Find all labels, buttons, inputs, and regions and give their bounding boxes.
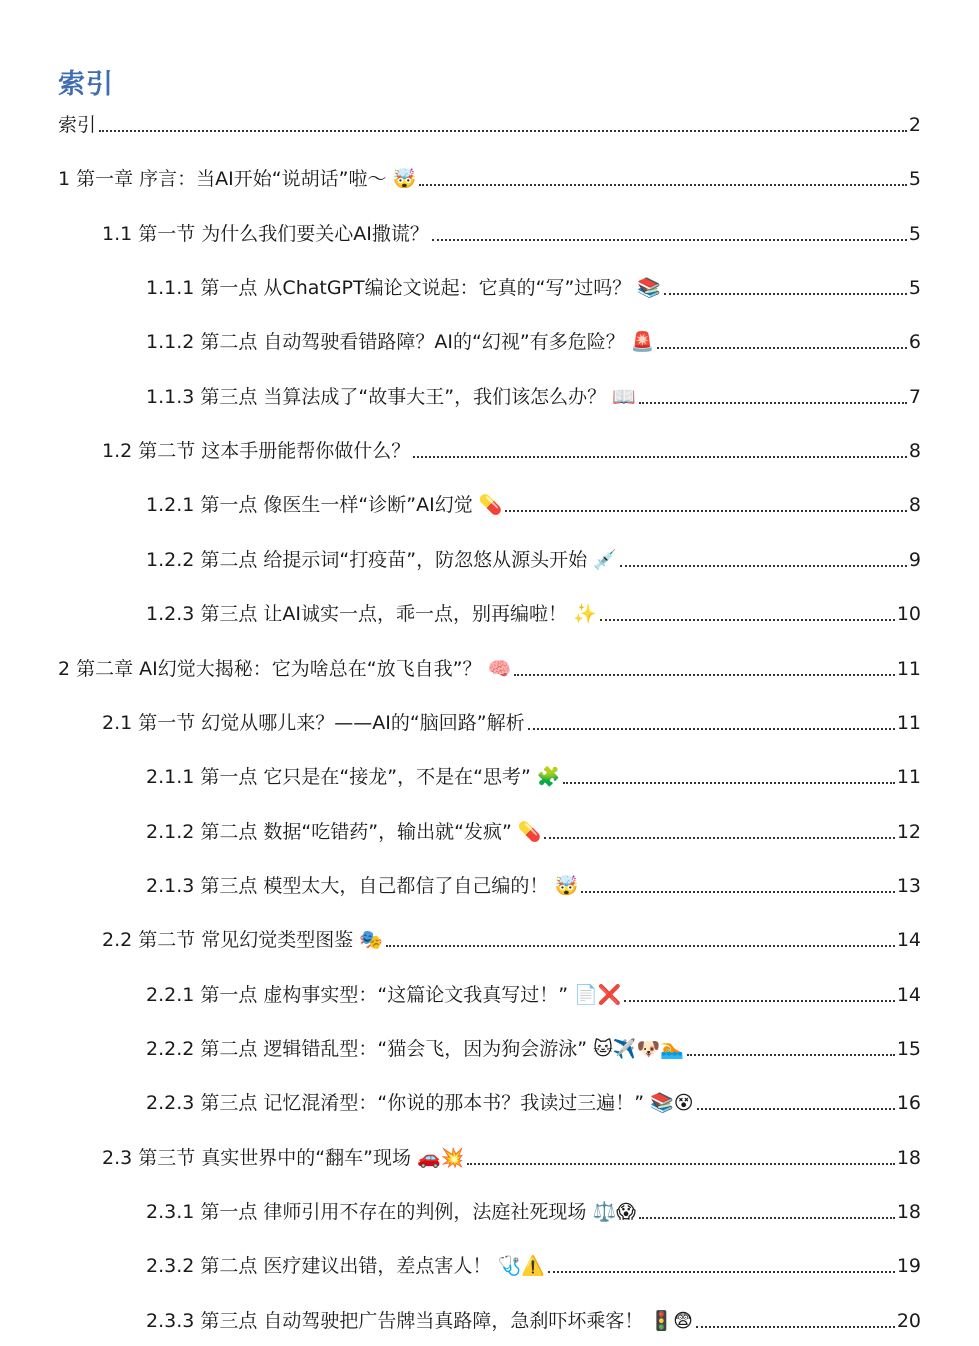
toc-entry-label	[146, 384, 636, 410]
dot-leader	[99, 130, 907, 132]
toc-entry[interactable]	[146, 869, 921, 899]
emoji-icon: 💊	[517, 820, 542, 843]
toc-entry[interactable]	[102, 706, 921, 736]
toc-entry[interactable]	[146, 815, 921, 845]
page-number: 5	[908, 222, 921, 245]
toc-entry-text: 2.1.3 第三点 模型太大，自己都信了自己编的！	[146, 874, 549, 897]
emoji-icon: 🤯	[554, 874, 579, 897]
toc-entry[interactable]	[102, 217, 921, 247]
toc-entry-label	[58, 166, 416, 192]
toc-entry-text: 1.2.3 第三点 让AI诚实一点，乖一点，别再编啦！	[146, 603, 568, 626]
toc-entry-text: 1.1.2 第二点 自动驾驶看错路障？AI的“幻视”有多危险？	[146, 331, 625, 354]
page-number: 11	[896, 766, 921, 789]
toc-entry-text: 1.2.1 第一点 像医生一样“诊断”AI幻觉	[146, 494, 473, 517]
dot-leader	[687, 1054, 895, 1056]
page-title: 索引	[58, 69, 114, 100]
dot-leader	[467, 1163, 895, 1165]
toc-entry[interactable]	[146, 325, 921, 355]
toc-entry-text: 2.1 第一节 幻觉从哪儿来？——AI的“脑回路”解析	[102, 711, 525, 734]
emoji-icon: 🤯	[392, 168, 417, 191]
page-number: 2	[908, 114, 921, 136]
emoji-icon: ⚖️😱	[592, 1201, 636, 1223]
dot-leader	[620, 565, 907, 567]
toc-entry-label	[146, 1308, 693, 1334]
toc-entry-label	[58, 656, 511, 682]
toc-entry-label	[102, 221, 429, 247]
toc-entry[interactable]	[58, 162, 921, 192]
emoji-icon: 🚦😨	[649, 1309, 693, 1332]
toc-entry-label	[146, 275, 661, 301]
dot-leader	[639, 402, 907, 404]
toc-entry-label	[146, 601, 597, 627]
toc-entry-text: 1 第一章 序言：当AI开始“说胡话”啦～	[58, 168, 387, 191]
page-number: 11	[896, 711, 921, 734]
page-number: 18	[896, 1146, 921, 1169]
toc-entry-label	[102, 1145, 464, 1171]
toc-entry-text: 2.2.3 第三点 记忆混淆型：“你说的那本书？我读过三遍！”	[146, 1092, 645, 1115]
page-number: 8	[908, 440, 921, 463]
emoji-icon: 🐱✈️🐶🏊	[593, 1037, 684, 1060]
toc-entry[interactable]	[146, 271, 921, 301]
toc-entry-label	[146, 982, 621, 1008]
toc-entry-text: 1.1.3 第三点 当算法成了“故事大王”，我们该怎么办？	[146, 385, 607, 408]
page-number: 15	[896, 1037, 921, 1060]
toc-entry[interactable]	[102, 434, 921, 464]
page-number: 14	[896, 983, 921, 1006]
dot-leader	[581, 891, 895, 893]
emoji-icon: 🚨	[630, 331, 655, 354]
emoji-icon: 💉	[593, 548, 617, 571]
toc-entry-text: 2.1.2 第二点 数据“吃错药”，输出就“发疯”	[146, 820, 512, 843]
emoji-icon: 📄❌	[574, 983, 622, 1006]
emoji-icon: 📚	[637, 277, 661, 300]
toc-entry-text: 2.1.1 第一点 它只是在“接龙”，不是在“思考”	[146, 766, 531, 789]
toc-entry-label	[146, 1090, 694, 1116]
toc-entry[interactable]	[146, 543, 921, 573]
emoji-icon: 💊	[478, 494, 503, 517]
toc-entry-text: 2.3.3 第三点 自动驾驶把广告牌当真路障，急刹吓坏乘客！	[146, 1309, 644, 1332]
toc-entry[interactable]	[146, 1086, 921, 1116]
page-number: 13	[896, 874, 921, 897]
toc-entry-text: 2.2.2 第二点 逻辑错乱型：“猫会飞，因为狗会游泳”	[146, 1037, 588, 1060]
toc-entry[interactable]	[146, 760, 921, 790]
dot-leader	[696, 1326, 895, 1328]
emoji-icon: 📖	[612, 385, 636, 408]
toc-entry[interactable]	[146, 1195, 921, 1225]
page-number: 9	[908, 548, 921, 571]
dot-leader	[432, 239, 907, 241]
toc-entry-label	[146, 1199, 636, 1225]
dot-leader	[697, 1108, 895, 1110]
toc-entry[interactable]	[102, 1141, 921, 1171]
toc-entry-text: 1.1.1 第一点 从ChatGPT编论文说起：它真的“写”过吗？	[146, 277, 632, 300]
page-number: 7	[908, 385, 921, 408]
page-number: 6	[908, 331, 921, 354]
emoji-icon: 📚😵	[650, 1092, 694, 1115]
toc-entry-label	[146, 547, 617, 573]
dot-leader	[664, 293, 907, 295]
toc-entry[interactable]	[146, 380, 921, 410]
page-number: 11	[896, 657, 921, 680]
emoji-icon: 🚗💥	[416, 1146, 465, 1169]
dot-leader	[413, 456, 907, 458]
toc-entry-text: 2.3.1 第一点 律师引用不存在的判例，法庭社死现场	[146, 1201, 587, 1223]
toc-entry[interactable]	[58, 652, 921, 682]
toc-entry-text: 2.2 第二节 常见幻觉类型图鉴	[102, 929, 354, 952]
toc-entry-text: 索引	[58, 114, 97, 136]
toc-entry-label	[102, 710, 525, 736]
dot-leader	[624, 1000, 894, 1002]
dot-leader	[419, 184, 907, 186]
emoji-icon: 🧠	[487, 657, 512, 680]
page-number: 18	[896, 1201, 921, 1223]
toc-entry-text: 2 第二章 AI幻觉大揭秘：它为啥总在“放飞自我”？	[58, 657, 482, 680]
dot-leader	[386, 945, 895, 947]
toc-entry-label	[146, 329, 654, 355]
page-number: 16	[896, 1092, 921, 1115]
page-number: 8	[908, 494, 921, 517]
dot-leader	[657, 347, 907, 349]
page-number: 10	[896, 603, 921, 626]
toc-entry[interactable]	[146, 978, 921, 1008]
dot-leader	[563, 782, 894, 784]
toc-entry-label	[146, 492, 502, 518]
dot-leader	[528, 728, 895, 730]
toc-entry-text: 2.3.2 第二点 医疗建议出错，差点害人！	[146, 1255, 492, 1278]
dot-leader	[639, 1217, 895, 1219]
dot-leader	[514, 674, 895, 676]
page-number: 14	[896, 929, 921, 952]
toc-entry-text: 1.2 第二节 这本手册能帮你做什么？	[102, 440, 411, 463]
dot-leader	[600, 619, 895, 621]
toc-entry-label	[102, 927, 383, 953]
toc-entry-label	[146, 1036, 684, 1062]
toc-entry-label	[102, 438, 410, 464]
dot-leader	[505, 510, 907, 512]
emoji-icon: 🧩	[536, 766, 561, 789]
toc-entry-text: 1.1 第一节 为什么我们要关心AI撒谎？	[102, 222, 429, 245]
toc-entry-text: 1.2.2 第二点 给提示词“打疫苗”，防忽悠从源头开始	[146, 548, 588, 571]
toc-entry[interactable]	[146, 597, 921, 627]
toc-entry-label	[146, 1253, 545, 1279]
emoji-icon: 🎭	[359, 929, 383, 952]
toc-entry-label	[146, 873, 578, 899]
page-number: 5	[908, 277, 921, 300]
toc-entry[interactable]	[146, 1032, 921, 1062]
toc-entry[interactable]	[58, 108, 921, 138]
page-number: 19	[896, 1255, 921, 1278]
page-number: 12	[896, 820, 921, 843]
toc-entry-label	[58, 112, 96, 138]
toc-entry[interactable]	[102, 923, 921, 953]
toc-entry-label	[146, 819, 541, 845]
dot-leader	[544, 837, 894, 839]
toc-entry-text: 2.3 第三节 真实世界中的“翻车”现场	[102, 1146, 411, 1169]
toc-entry[interactable]	[146, 1304, 921, 1334]
emoji-icon: ✨	[573, 603, 597, 626]
toc-entry[interactable]	[146, 1249, 921, 1279]
toc-entry[interactable]	[146, 488, 921, 518]
toc-entry-label	[146, 764, 560, 790]
emoji-icon: 🩺⚠️	[497, 1255, 545, 1278]
page-number: 5	[908, 168, 921, 191]
dot-leader	[548, 1271, 895, 1273]
page-number: 20	[896, 1309, 921, 1332]
toc-entry-text: 2.2.1 第一点 虚构事实型：“这篇论文我真写过！”	[146, 983, 569, 1006]
